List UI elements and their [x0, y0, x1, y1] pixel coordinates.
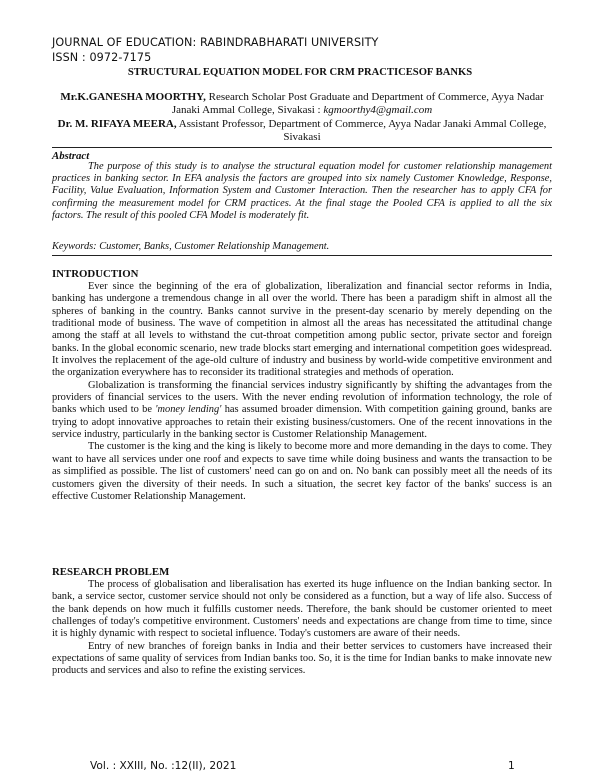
introduction-body [52, 281, 552, 503]
abstract-top-rule [52, 147, 552, 148]
author-1 [52, 91, 552, 117]
abstract-heading: Abstract [52, 150, 90, 162]
research-problem-body [52, 579, 552, 678]
author-1-email[interactable]: kgmoorthy4@gmail.com [323, 104, 433, 116]
abstract-bottom-rule [52, 255, 552, 256]
paragraph: Entry of new branches of foreign banks in India and their better services to customers have increased their expectations of same quality of services from Indian banks too. So, it is the time for Indian banks to make innovate new products and services and also to refine the existing services. [52, 640, 552, 677]
author-1-affiliation: Research Scholar Post Graduate and Department of Commerce, Ayya Nadar Janaki Ammal College, Sivakasi : [171, 91, 544, 116]
paragraph: Ever since the beginning of the era of globalization, liberalization and financial sector reforms in India, banking has undergone a tremendous change in all over the world. There has been a paradigm shift in almost all the spheres of banking in the country. Banks cannot survive in the present-day scenario by merely depending on the traditional mode of business. The wave of competition in almost all the areas has necessitated the attitudinal change among the staff at all levels to withstand the cut-throat competition among public sector, private sector and foreign banks. In the global economic scenario, new trade blocks start emerging and international competition goes widespread. It involves the replacement of the age-old culture of industry and business by world-wide competitive environment and the organization everywhere has to reconsider its traditional strategies and methods of operation. [52, 281, 552, 379]
author-2-name: Dr. M. RIFAYA MEERA, [57, 118, 177, 130]
author-1-name: Mr.K.GANESHA MOORTHY, [60, 91, 206, 103]
paragraph: The customer is the king and the king is likely to become more and more demanding in the days to come. They want to have all services under one roof and expects to save time while doing business and wants the transaction to be as simplified as possible. The list of customers' need can go on and on. No bank can possibly meet all the needs of its customers given the diversity of their needs. In such a situation, the secret key factor of the banks' success is an effective Customer Relationship Management. [52, 441, 552, 502]
paragraph [52, 380, 552, 442]
issn: ISSN : 0972-7175 [52, 51, 152, 64]
paragraph: The process of globalisation and liberalisation has exerted its huge influence on the Indian banking sector. In bank, a service sector, customer service should not only be considered as a function, but a way of life also. Success of the bank depends on how much it fulfills customer needs. Therefore, the bank should be customer oriented to meet challenges of today's competitive environment. Customers' needs and expectations are change from time to time, since it is highly dynamic with respect to societal influence. Today's customers are aware of their needs. [52, 579, 552, 640]
journal-name: JOURNAL OF EDUCATION: RABINDRABHARATI UNIVERSITY [52, 36, 379, 49]
paragraph-emphasis: 'money lending' [155, 404, 222, 416]
author-2 [52, 118, 552, 144]
paper-title: STRUCTURAL EQUATION MODEL FOR CRM PRACTICESOF BANKS [127, 67, 473, 78]
author-2-affiliation: Assistant Professor, Department of Commerce, Ayya Nadar Janaki Ammal College, Sivakasi [176, 118, 547, 143]
section-heading-research-problem: RESEARCH PROBLEM [52, 566, 170, 578]
abstract-body: The purpose of this study is to analyse the structural equation model for customer relationship management practices in banking sector. In EFA analysis the factors are grouped into six namely Customer Knowledge, Response, Facility, Value Evaluation, Information System and Customer Interaction. Then the researcher has to apply CFA for confirming the measurement model for CRM practices. At the final stage the Pooled CFA is applied to all the six factors. The result of this pooled CFA Model is moderately fit. [52, 161, 552, 221]
footer-page-number: 1 [508, 760, 515, 772]
keywords: Keywords: Customer, Banks, Customer Relationship Management. [52, 241, 330, 252]
paragraph-text: has assumed broader dimension. With competition gaining ground, banks are trying to adopt innovative approaches to retain their existing business/customers. One of the recent innovations in the service industry, particularly in the banking sector is Customer Relationship Management. [52, 404, 553, 441]
paragraph-text: Globalization is transforming the financial services industry significantly by shifting the advantages from the providers of financial services to the users. With the never ending revolution of information technology, the role of banks which used to be [52, 379, 552, 416]
section-heading-introduction: INTRODUCTION [52, 268, 139, 280]
abstract-text [52, 161, 552, 222]
footer-volume: Vol. : XXIII, No. :12(II), 2021 [90, 760, 237, 772]
